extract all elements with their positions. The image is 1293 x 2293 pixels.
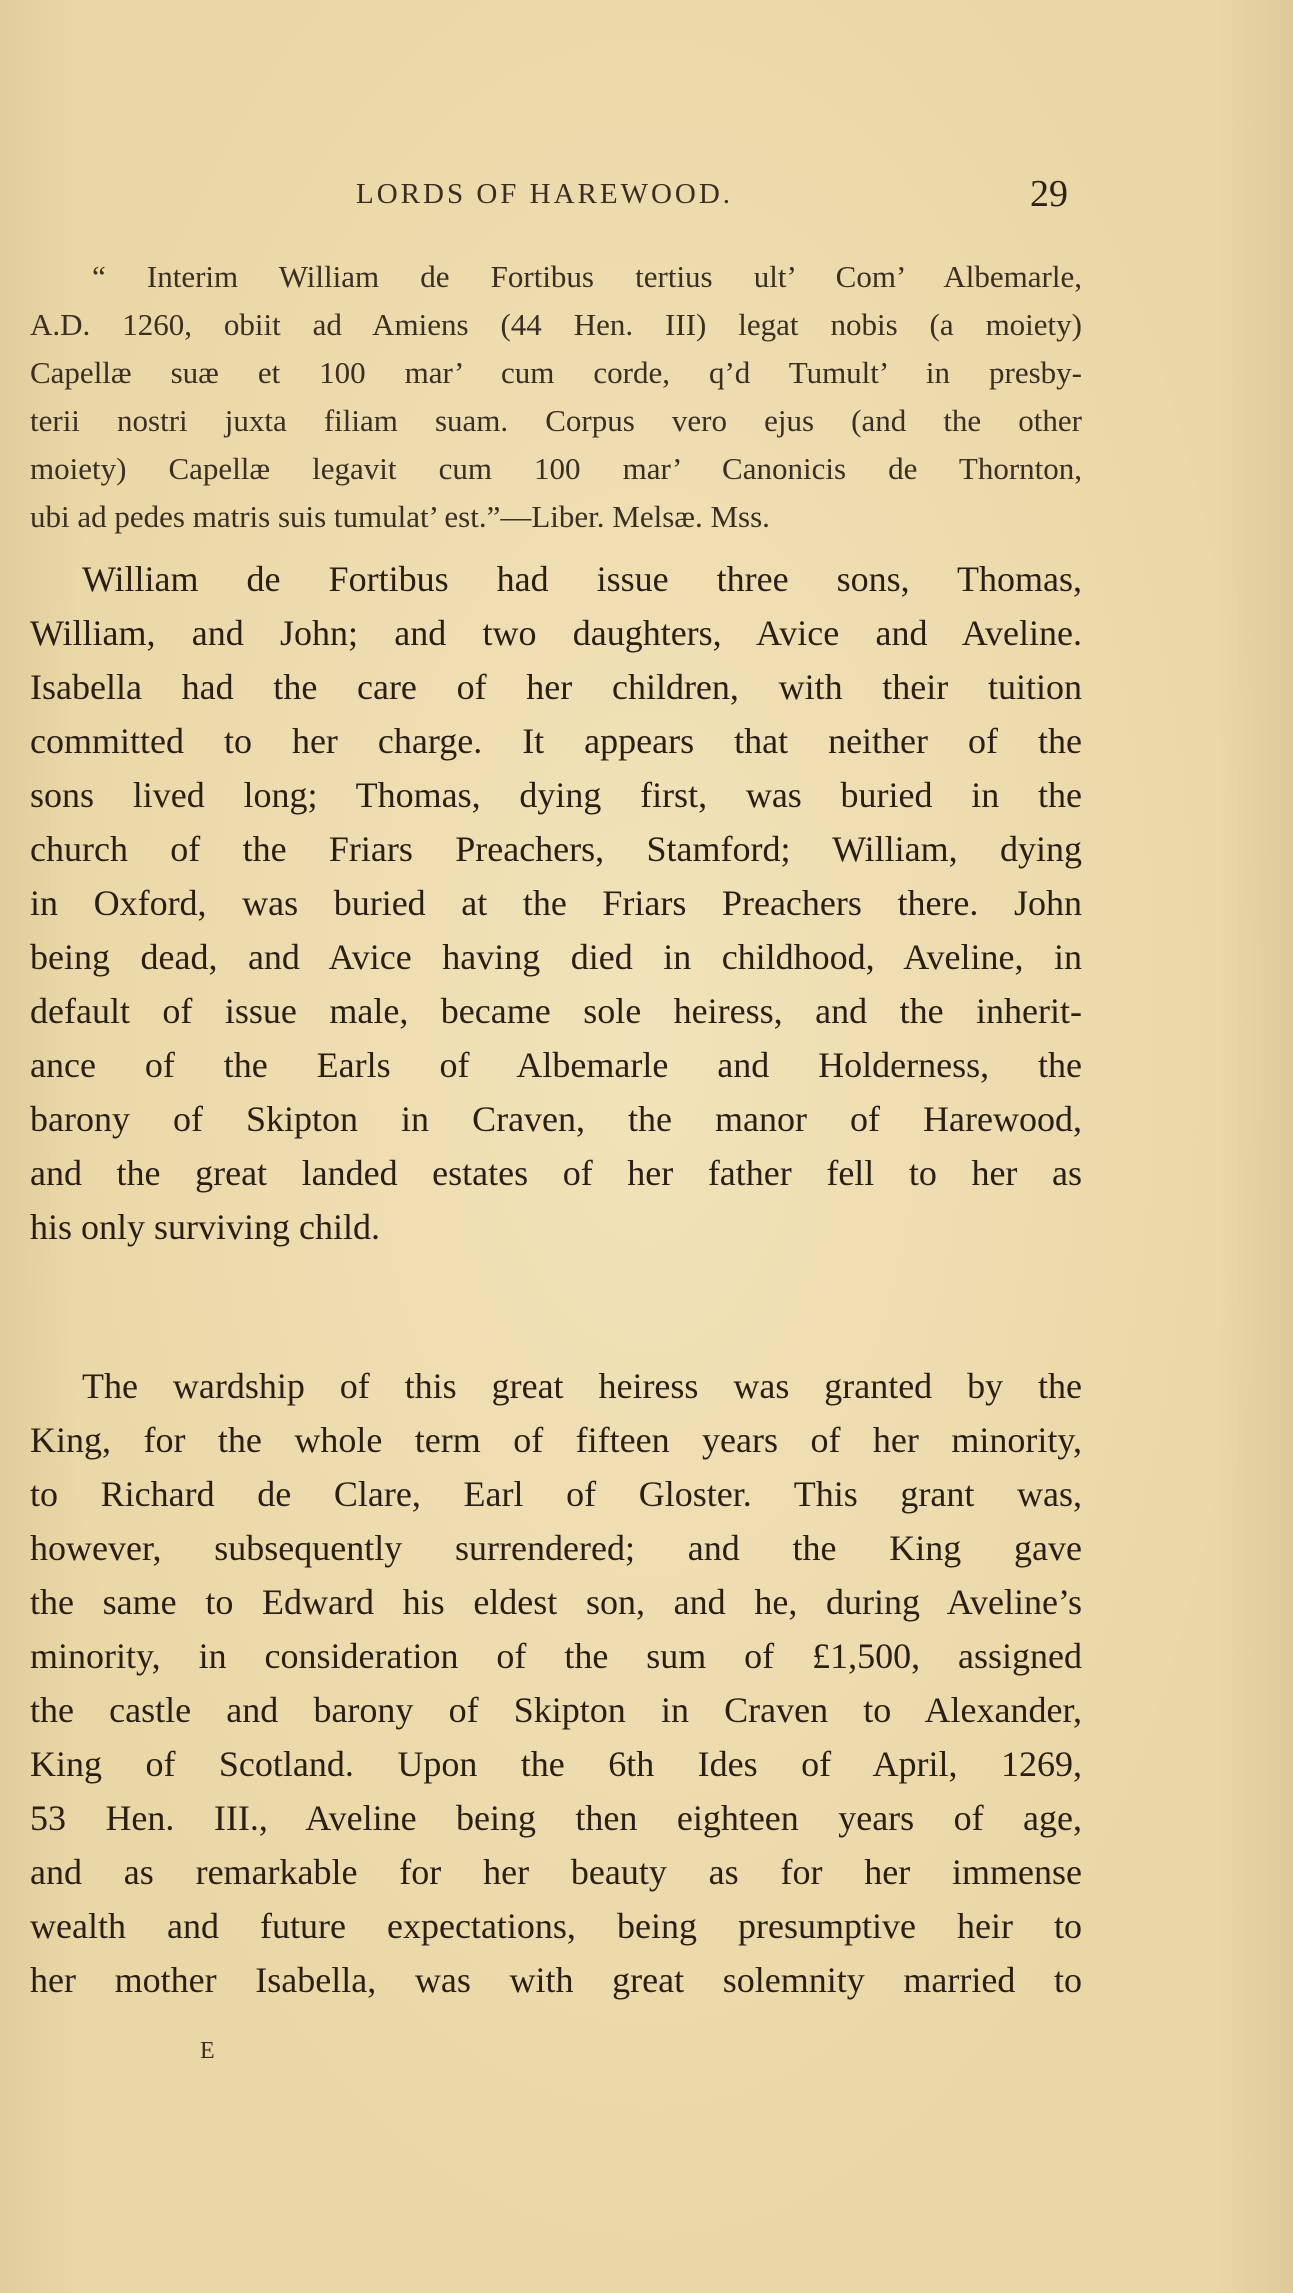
text-line: barony of Skipton in Craven, the manor of Harewood,: [30, 1099, 1082, 1139]
text-line: his only surviving child.: [30, 1207, 380, 1247]
text-line: 53 Hen. III., Aveline being then eighteen years of age,: [30, 1798, 1082, 1838]
text-line: committed to her charge. It appears that neither of the: [30, 721, 1082, 761]
text-line: King of Scotland. Upon the 6th Ides of April, 1269,: [30, 1744, 1082, 1784]
text-line: her mother Isabella, was with great solemnity married to: [30, 1960, 1082, 2000]
text-line: and as remarkable for her beauty as for her immense: [30, 1852, 1082, 1892]
running-title: LORDS OF HAREWOOD.: [356, 178, 734, 210]
text-line: the same to Edward his eldest son, and he, during Aveline’s: [30, 1582, 1082, 1622]
paragraph-fortibus-issue: [30, 552, 1082, 1254]
text-line: sons lived long; Thomas, dying first, was buried in the: [30, 775, 1082, 815]
latin-quotation: [30, 253, 1082, 541]
text-line: being dead, and Avice having died in childhood, Aveline, in: [30, 937, 1082, 977]
text-line: minority, in consideration of the sum of £1,500, assigned: [30, 1636, 1082, 1676]
quote-line: Capellæ suæ et 100 mar’ cum corde, q’d Tumult’ in presby-: [30, 355, 1082, 390]
text-line: William de Fortibus had issue three sons, Thomas,: [82, 559, 1082, 599]
quote-line: terii nostri juxta filiam suam. Corpus vero ejus (and the other: [30, 403, 1082, 438]
text-line: to Richard de Clare, Earl of Gloster. This grant was,: [30, 1474, 1082, 1514]
text-line: however, subsequently surrendered; and the King gave: [30, 1528, 1082, 1568]
text-line: default of issue male, became sole heiress, and the inherit-: [30, 991, 1082, 1031]
text-line: The wardship of this great heiress was granted by the: [82, 1366, 1082, 1406]
text-line: King, for the whole term of fifteen years of her minority,: [30, 1420, 1082, 1460]
quote-line: “ Interim William de Fortibus tertius ult’ Com’ Albemarle,: [92, 259, 1082, 294]
running-head: [0, 172, 1293, 222]
text-line: William, and John; and two daughters, Avice and Aveline.: [30, 613, 1082, 653]
paragraph-wardship: [30, 1359, 1082, 2007]
signature-mark: E: [200, 2038, 217, 2064]
quote-line: moiety) Capellæ legavit cum 100 mar’ Canonicis de Thornton,: [30, 451, 1082, 486]
quote-line: A.D. 1260, obiit ad Amiens (44 Hen. III) legat nobis (a moiety): [30, 307, 1082, 342]
page-number: 29: [1030, 173, 1068, 215]
text-line: in Oxford, was buried at the Friars Preachers there. John: [30, 883, 1082, 923]
text-line: church of the Friars Preachers, Stamford; William, dying: [30, 829, 1082, 869]
text-line: Isabella had the care of her children, with their tuition: [30, 667, 1082, 707]
text-line: and the great landed estates of her father fell to her as: [30, 1153, 1082, 1193]
text-line: the castle and barony of Skipton in Craven to Alexander,: [30, 1690, 1082, 1730]
text-line: ance of the Earls of Albemarle and Holderness, the: [30, 1045, 1082, 1085]
text-line: wealth and future expectations, being presumptive heir to: [30, 1906, 1082, 1946]
quote-line: ubi ad pedes matris suis tumulat’ est.”—Liber. Melsæ. Mss.: [30, 499, 770, 534]
